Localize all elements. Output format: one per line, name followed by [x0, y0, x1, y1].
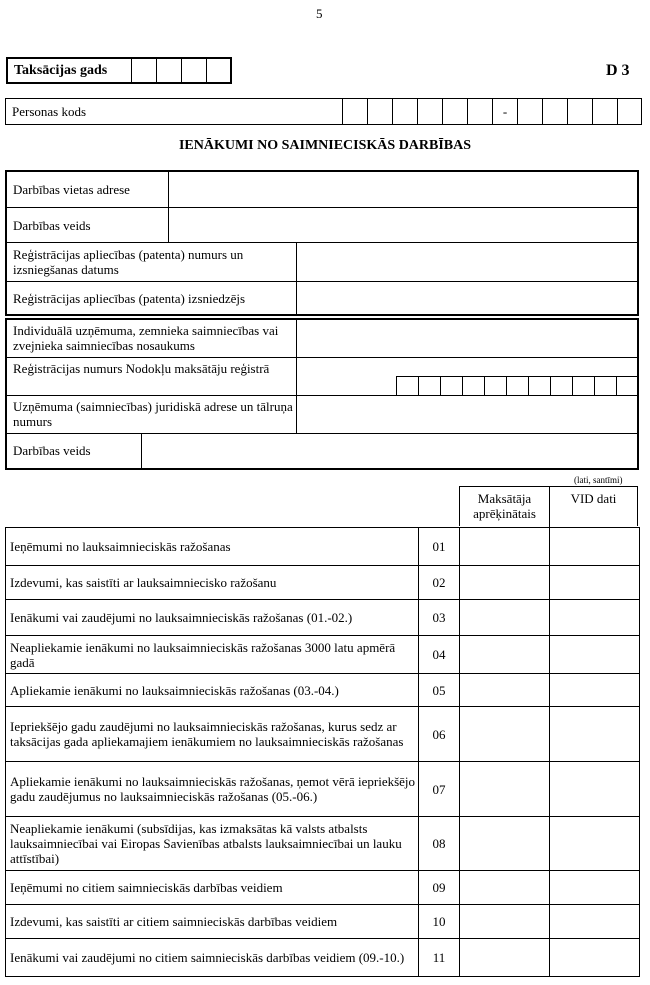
line-code: 05: [419, 674, 460, 707]
column-header: [459, 486, 638, 526]
activity-type-label: Darbības veids: [13, 218, 91, 233]
line-code: 11: [419, 939, 460, 977]
registration-issuer-field[interactable]: [296, 282, 637, 314]
personal-code-digit[interactable]: [567, 99, 592, 124]
legal-address-row: [7, 396, 637, 434]
register-digit[interactable]: [462, 377, 484, 396]
tax-year-digit-2[interactable]: [156, 59, 181, 82]
table-row: [6, 871, 640, 905]
payer-value-field[interactable]: [460, 905, 550, 939]
table-row: [6, 674, 640, 707]
vid-value-field[interactable]: [550, 871, 640, 905]
register-digit[interactable]: [440, 377, 462, 396]
activity-type-field[interactable]: [168, 208, 637, 243]
taxpayer-register-row: [7, 358, 637, 396]
line-label: Iepriekšējo gadu zaudējumi no lauksaimnieciskās ražošanas, kurus sedz ar taksācijas gada apliekamajiem ienākumiem no lauksaimnieciskās ražošanas: [6, 707, 419, 762]
table-row: [6, 707, 640, 762]
table-row: [6, 566, 640, 600]
payer-value-field[interactable]: [460, 939, 550, 977]
line-label: Ienākumi vai zaudējumi no lauksaimnieciskās ražošanas (01.-02.): [6, 600, 419, 636]
enterprise-name-label: Individuālā uzņēmuma, zemnieka saimniecības vai zvejnieka saimniecības nosaukums: [13, 323, 279, 353]
payer-value-field[interactable]: [460, 707, 550, 762]
payer-value-field[interactable]: [460, 762, 550, 817]
vid-value-field[interactable]: [550, 674, 640, 707]
activity-address-row: [7, 172, 637, 208]
personal-code-digit[interactable]: [467, 99, 492, 124]
payer-value-field[interactable]: [460, 600, 550, 636]
taxpayer-register-label: Reģistrācijas numurs Nodokļu maksātāju reģistrā: [13, 361, 270, 376]
line-label: Apliekamie ienākumi no lauksaimnieciskās ražošanas (03.-04.): [6, 674, 419, 707]
taxpayer-register-field: [296, 358, 637, 396]
tax-year-digit-1[interactable]: [131, 59, 156, 82]
registration-number-field[interactable]: [296, 243, 637, 282]
enterprise-name-field[interactable]: [296, 320, 637, 358]
personal-code-digit[interactable]: [367, 99, 392, 124]
enterprise-name-row: [7, 320, 637, 358]
income-table: [5, 527, 640, 977]
vid-value-field[interactable]: [550, 636, 640, 674]
line-code: 09: [419, 871, 460, 905]
payer-value-field[interactable]: [460, 674, 550, 707]
register-number-cells: [396, 376, 638, 396]
vid-value-field[interactable]: [550, 905, 640, 939]
activity-address-label: Darbības vietas adrese: [13, 182, 130, 197]
payer-value-field[interactable]: [460, 636, 550, 674]
enterprise-activity-field[interactable]: [141, 434, 637, 468]
register-digit[interactable]: [506, 377, 528, 396]
personal-code-digit[interactable]: [542, 99, 567, 124]
line-code: 03: [419, 600, 460, 636]
table-row: [6, 817, 640, 871]
table-row: [6, 905, 640, 939]
personal-code-digit[interactable]: [592, 99, 617, 124]
activity-info-block: [5, 170, 639, 316]
vid-value-field[interactable]: [550, 566, 640, 600]
personal-code-digit[interactable]: [342, 99, 367, 124]
personal-code-digit[interactable]: [417, 99, 442, 124]
tax-year-label: Taksācijas gads: [14, 63, 108, 78]
line-code: 08: [419, 817, 460, 871]
legal-address-field[interactable]: [296, 396, 637, 434]
registration-number-row: [7, 243, 637, 282]
personal-code-box: [5, 98, 642, 125]
payer-column-header: Maksātāja aprēķinātais: [473, 491, 536, 521]
register-digit[interactable]: [550, 377, 572, 396]
vid-value-field[interactable]: [550, 762, 640, 817]
vid-value-field[interactable]: [550, 707, 640, 762]
line-label: Ieņēmumi no citiem saimnieciskās darbības veidiem: [6, 871, 419, 905]
tax-year-digit-4[interactable]: [206, 59, 230, 82]
section-title: IENĀKUMI NO SAIMNIECISKĀS DARBĪBAS: [178, 138, 472, 153]
line-code: 10: [419, 905, 460, 939]
register-digit[interactable]: [484, 377, 506, 396]
form-code: D 3: [606, 62, 630, 79]
activity-type-row: [7, 208, 637, 243]
line-code: 04: [419, 636, 460, 674]
legal-address-label: Uzņēmuma (saimniecības) juridiskā adrese un tālruņa numurs: [13, 399, 293, 429]
vid-value-field[interactable]: [550, 600, 640, 636]
vid-value-field[interactable]: [550, 939, 640, 977]
activity-address-field[interactable]: [168, 172, 637, 208]
enterprise-activity-row: [7, 434, 637, 468]
tax-year-box: [6, 57, 232, 84]
personal-code-digit[interactable]: [617, 99, 641, 124]
personal-code-label: Personas kods: [12, 104, 87, 119]
line-label: Ieņēmumi no lauksaimnieciskās ražošanas: [6, 528, 419, 566]
register-digit[interactable]: [616, 377, 638, 396]
line-label: Izdevumi, kas saistīti ar lauksaimniecisko ražošanu: [6, 566, 419, 600]
vid-column-header: VID dati: [549, 487, 637, 527]
registration-issuer-label: Reģistrācijas apliecības (patenta) izsniedzējs: [13, 291, 246, 306]
personal-code-digit[interactable]: [442, 99, 467, 124]
registration-number-label: Reģistrācijas apliecības (patenta) numurs un izsniegšanas datums: [13, 247, 244, 277]
personal-code-separator: -: [492, 99, 517, 124]
page-number: 5: [316, 6, 323, 21]
line-label: Ienākumi vai zaudējumi no citiem saimnieciskās darbības veidiem (09.-10.): [6, 939, 419, 977]
table-row: [6, 939, 640, 977]
line-label: Neapliekamie ienākumi (subsīdijas, kas izmaksātas kā valsts atbalsts lauksaimniecībai vai Eiropas Savienības atbalsts lauksaimniecībai un lauku attīstībai): [6, 817, 419, 871]
enterprise-activity-label: Darbības veids: [13, 443, 91, 458]
personal-code-digit[interactable]: [517, 99, 542, 124]
line-label: Neapliekamie ienākumi no lauksaimnieciskās ražošanas 3000 latu apmērā gadā: [6, 636, 419, 674]
line-label: Izdevumi, kas saistīti ar citiem saimnieciskās darbības veidiem: [6, 905, 419, 939]
line-code: 01: [419, 528, 460, 566]
personal-code-digit[interactable]: [392, 99, 417, 124]
vid-value-field[interactable]: [550, 817, 640, 871]
line-code: 07: [419, 762, 460, 817]
line-code: 02: [419, 566, 460, 600]
register-digit[interactable]: [572, 377, 594, 396]
units-note: (lati, santīmi): [574, 475, 623, 485]
payer-value-field[interactable]: [460, 528, 550, 566]
table-row: [6, 600, 640, 636]
payer-value-field[interactable]: [460, 871, 550, 905]
line-label: Apliekamie ienākumi no lauksaimnieciskās ražošanas, ņemot vērā iepriekšējo gadu zaudējumus no lauksaimnieciskās ražošanas (05.-06.): [6, 762, 419, 817]
table-row: [6, 762, 640, 817]
payer-value-field[interactable]: [460, 817, 550, 871]
tax-year-digit-3[interactable]: [181, 59, 206, 82]
register-digit[interactable]: [594, 377, 616, 396]
register-digit[interactable]: [418, 377, 440, 396]
enterprise-info-block: [5, 318, 639, 470]
register-digit[interactable]: [528, 377, 550, 396]
line-code: 06: [419, 707, 460, 762]
table-row: [6, 528, 640, 566]
table-row: [6, 636, 640, 674]
payer-value-field[interactable]: [460, 566, 550, 600]
registration-issuer-row: [7, 282, 637, 314]
vid-value-field[interactable]: [550, 528, 640, 566]
